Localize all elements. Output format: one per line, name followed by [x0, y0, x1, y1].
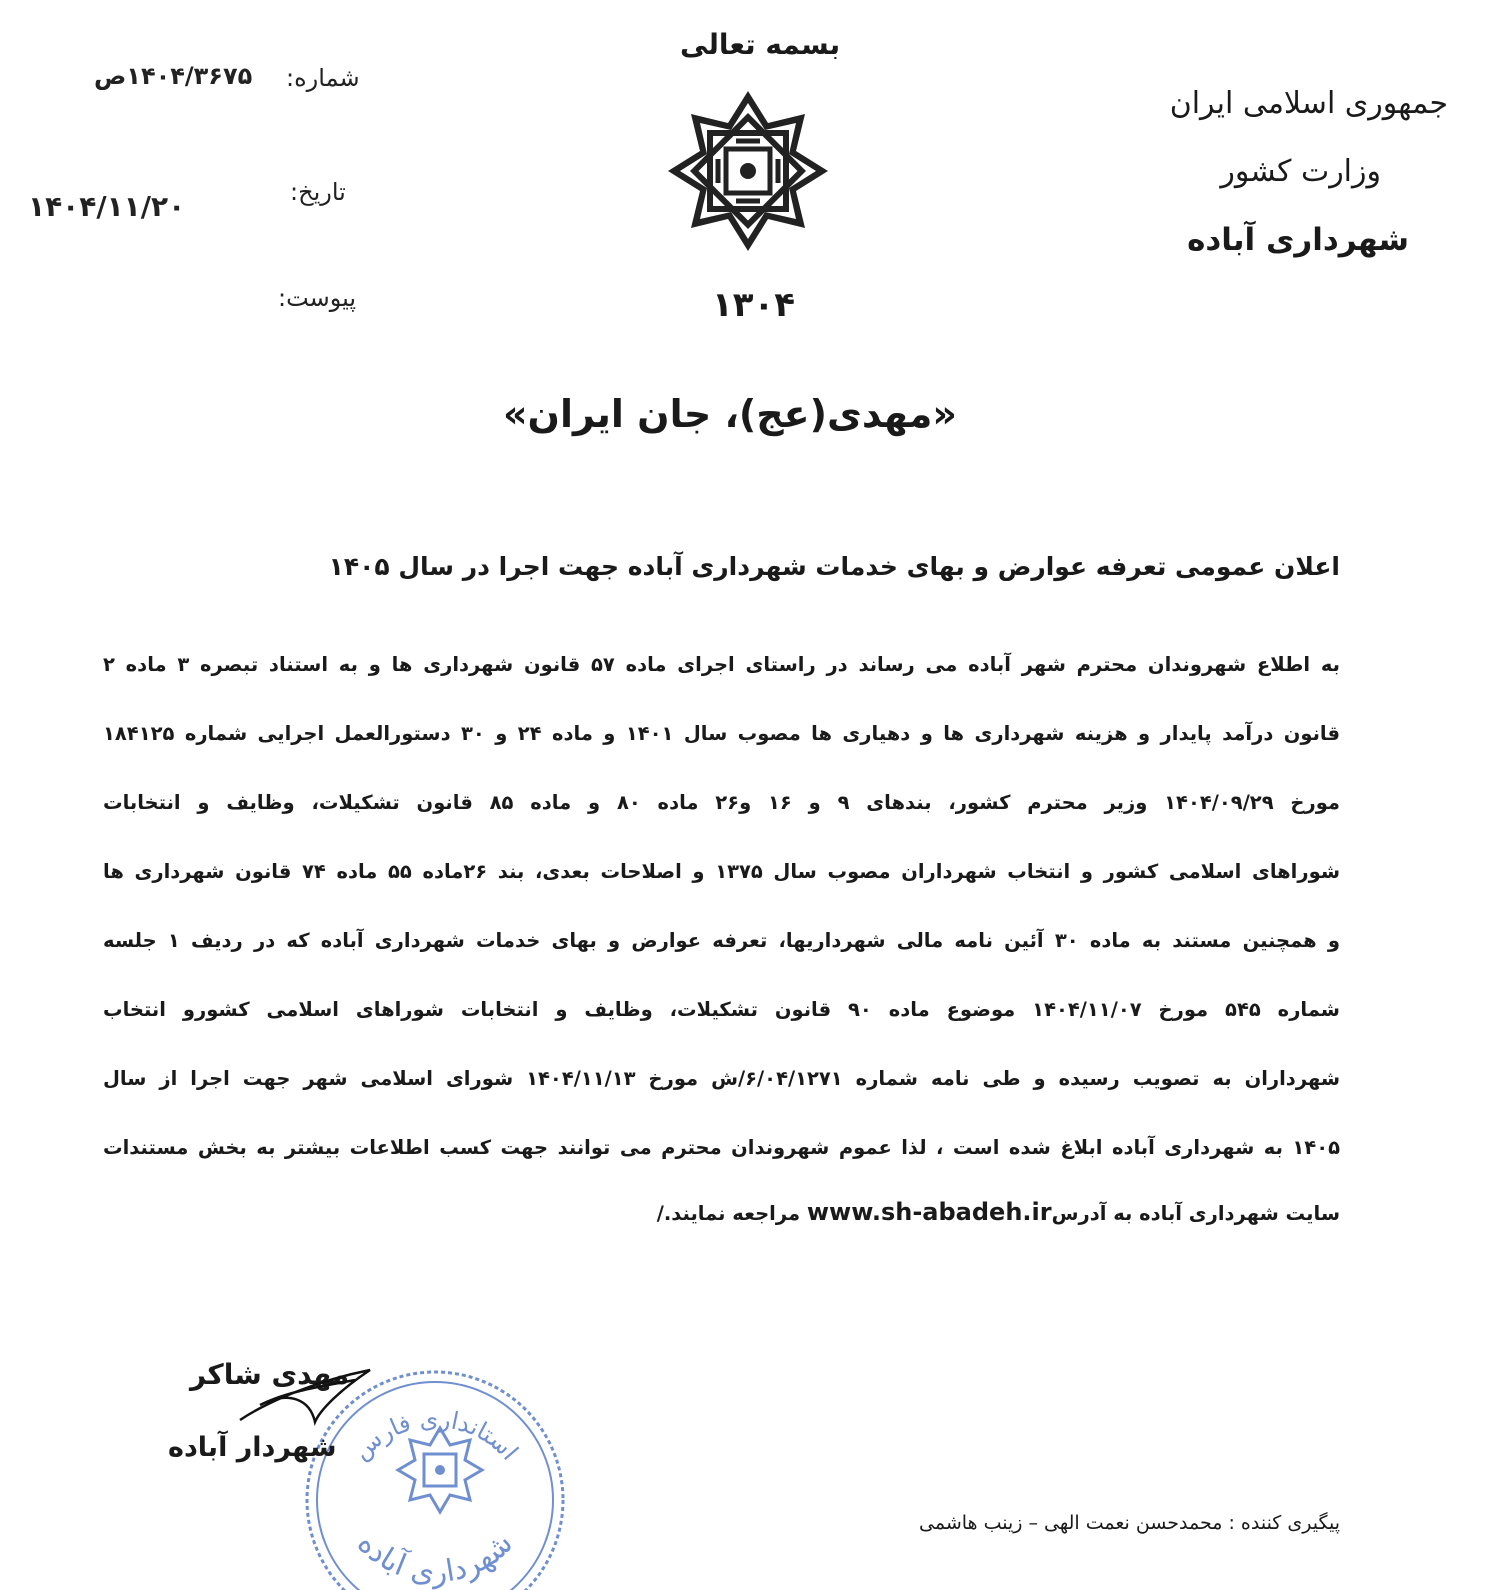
stamp-emblem-icon: [398, 1428, 482, 1512]
emblem-logo: [668, 90, 828, 252]
body-line: مورخ ۱۴۰۴/۰۹/۲۹ وزیر محترم کشور، بندهای ۹ و ۱۶ و۲۶ ماده ۸۰ و ماده ۸۵ قانون تشکیلات، وظایف و انتخابات: [103, 791, 1341, 814]
signatory-name: مهدی شاکر: [190, 1358, 350, 1391]
org-ministry: وزارت کشور: [1220, 154, 1381, 189]
founding-year: ۱۳۰۴: [712, 285, 796, 325]
stamp-top-text: استانداری فارس: [347, 1404, 524, 1466]
last-line-before: سایت شهرداری آباده به آدرس: [1051, 1202, 1340, 1225]
bismillah: بسمه تعالی: [680, 28, 841, 61]
last-line-after: مراجعه نمایند./: [656, 1202, 801, 1225]
handwritten-signature: [230, 1360, 380, 1430]
signatory-role: شهردار آباده: [168, 1432, 337, 1463]
body-last-line: [657, 1198, 1340, 1226]
number-label: شماره:: [286, 64, 360, 92]
org-municipality: شهرداری آباده: [1187, 222, 1409, 258]
letter-date: ۱۴۰۴/۱۱/۲۰: [28, 190, 186, 223]
stamp-bottom-text: شهرداری آباده: [350, 1525, 520, 1590]
body-line: و همچنین مستند به ماده ۳۰ آئین نامه مالی شهرداریها، تعرفه عوارض و بهای خدمات شهرداری آباده که در ردیف ۱ جلسه: [103, 929, 1340, 952]
website-link[interactable]: www.sh-abadeh.ir: [806, 1198, 1052, 1226]
body-line: شهرداران به تصویب رسیده و طی نامه شماره ۶/۰۴/۱۲۷۱/ش مورخ ۱۴۰۴/۱۱/۱۳ شورای اسلامی شهر جهت اجرا از سال: [103, 1067, 1340, 1090]
slogan: «مهدی(عج)، جان ایران»: [503, 392, 957, 436]
svg-text:شهرداری آباده: [350, 1526, 520, 1590]
body-line: شماره ۵۴۵ مورخ ۱۴۰۴/۱۱/۰۷ موضوع ماده ۹۰ قانون تشکیلات، وظایف و انتخابات شوراهای اسلامی کشورو انتخاب: [103, 998, 1340, 1021]
body-line: به اطلاع شهروندان محترم شهر آباده می رساند در راستای اجرای ماده ۵۷ قانون شهرداری ها و به استناد تبصره ۳ ماده ۲: [103, 653, 1340, 676]
date-label: تاریخ:: [290, 178, 346, 206]
body-line: ۱۴۰۵ به شهرداری آباده ابلاغ شده است ، لذا عموم شهروندان محترم می توانند جهت کسب اطلاعات بیشتر به بخش مستندات: [103, 1136, 1340, 1159]
letter-number: ۱۴۰۴/۳۶۷۵ص: [94, 62, 253, 90]
body-line: قانون درآمد پایدار و هزینه شهرداری ها و دهیاری ها مصوب سال ۱۴۰۱ و ماده ۲۴ و ۳۰ دستورالعمل اجرایی شماره ۱۸۴۱۲۵: [103, 722, 1341, 745]
org-country: جمهوری اسلامی ایران: [1169, 86, 1448, 121]
body-line: شوراهای اسلامی کشور و انتخاب شهرداران مصوب سال ۱۳۷۵ و اصلاحات بعدی، بند ۲۶ماده ۵۵ ماده ۷۴ قانون شهرداری ها: [103, 860, 1340, 883]
announcement-title: اعلان عمومی تعرفه عوارض و بهای خدمات شهرداری آباده جهت اجرا در سال ۱۴۰۵: [328, 552, 1340, 581]
follow-up-by: پیگیری کننده : محمدحسن نعمت الهی – زینب هاشمی: [919, 1512, 1340, 1534]
attachment-label: پیوست:: [278, 284, 357, 312]
